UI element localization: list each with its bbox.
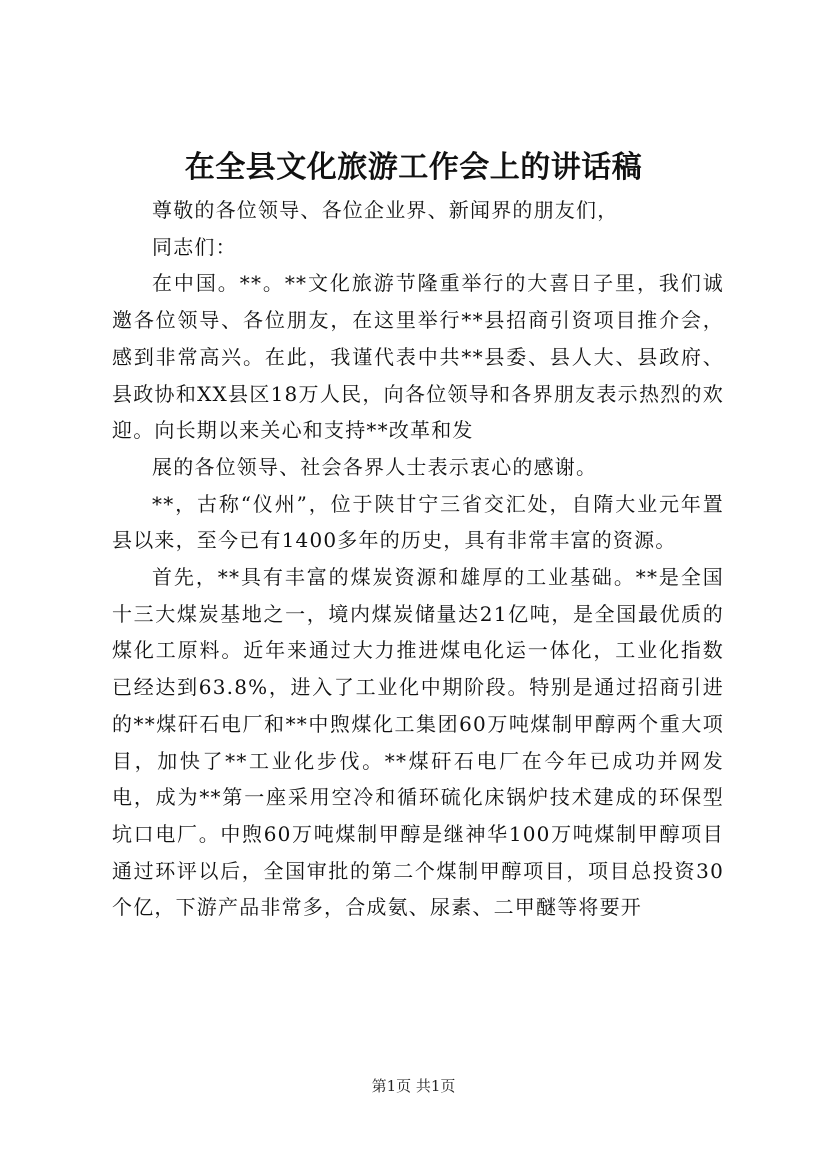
page-number-footer: 第1页 共1页 (371, 1077, 456, 1095)
paragraph-welcome: 在中国。**。**文化旅游节隆重举行的大喜日子里，我们诚邀各位领导、各位朋友，在这里举行**县招商引资项目推介会，感到非常高兴。在此，我谨代表中共**县委、县人大、县政府、县政协和XX县区18万人民，向各位领导和各界朋友表示热烈的欢迎。向长期以来关心和支持**改革和发 (112, 271, 724, 443)
paragraph-thanks: 展的各位领导、社会各界人士表示衷心的感谢。 (152, 454, 598, 479)
salutation-line: 尊敬的各位领导、各位企业界、新闻界的朋友们， (152, 198, 619, 222)
paragraph-history: **，古称“仪州”，位于陕甘宁三省交汇处，自隋大业元年置县以来，至今已有1400多年的历史，具有非常丰富的资源。 (112, 491, 724, 553)
salutation-line-comrades: 同志们： (152, 234, 237, 259)
document-title: 在全县文化旅游工作会上的讲话稿 (184, 150, 643, 185)
paragraph-resources: 首先，**具有丰富的煤炭资源和雄厚的工业基础。**是全国十三大煤炭基地之一，境内煤炭储量达21亿吨，是全国最优质的煤化工原料。近年来通过大力推进煤电化运一体化，工业化指数已经达到63.8%，进入了工业化中期阶段。特别是通过招商引进的**煤矸石电厂和**中煦煤化工集团60万吨煤制甲醇两个重大项目，加快了**工业化步伐。**煤矸石电厂在今年已成功并网发电，成为**第一座采用空冷和循环硫化床锅炉技术建成的环保型坑口电厂。中煦60万吨煤制甲醇是继神华100万吨煤制甲醇项目通过环评以后，全国审批的第二个煤制甲醇项目，项目总投资30个亿，下游产品非常多，合成氨、尿素、二甲醚等将要开 (112, 565, 724, 920)
document-body (112, 192, 724, 926)
